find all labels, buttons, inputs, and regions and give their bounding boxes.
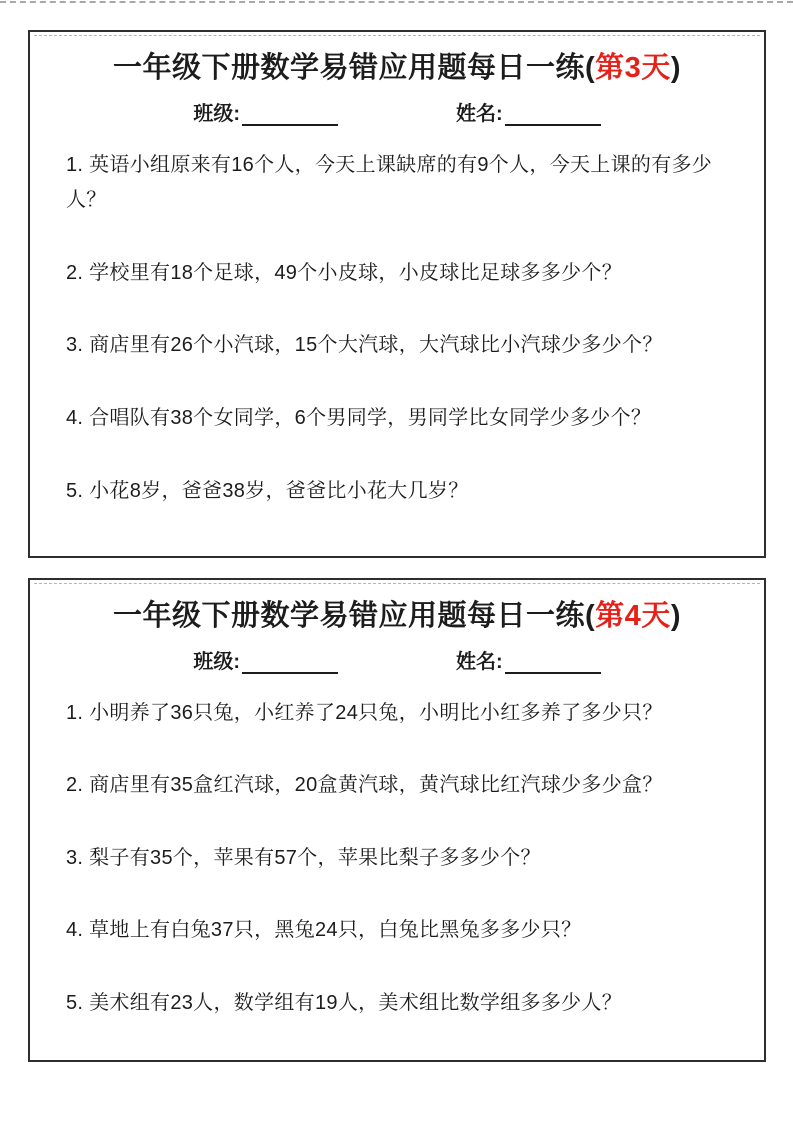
question-1: 1. 小明养了36只兔，小红养了24只兔，小明比小红多养了多少只？	[66, 701, 663, 724]
page-top-cut-line	[0, 1, 793, 3]
question-5: 5. 小花8岁，爸爸38岁，爸爸比小花大几岁？	[66, 479, 469, 502]
title-day-badge: 第3天	[595, 52, 671, 84]
name-blank-line	[505, 650, 601, 674]
question-list	[66, 696, 728, 1022]
question-2: 2. 商店里有35盒红汽球，20盒黄汽球，黄汽球比红汽球少多少盒？	[66, 774, 663, 797]
title-text: 一年级下册数学易错应用题每日一练(	[113, 52, 596, 84]
worksheet-title	[66, 50, 728, 88]
name-field	[456, 97, 601, 126]
fields-row	[66, 645, 728, 674]
question-1: 1. 英语小组原来有16个人，今天上课缺席的有9个人，今天上课的有多少人？	[66, 153, 713, 212]
dashed-cut-line	[34, 583, 760, 584]
name-blank-line	[505, 102, 601, 126]
class-blank-line	[242, 650, 338, 674]
title-day-badge: 第4天	[595, 600, 671, 632]
class-label: 班级:	[193, 650, 240, 673]
question-3: 3. 商店里有26个小汽球，15个大汽球，大汽球比小汽球少多少个？	[66, 334, 663, 357]
worksheet-day-4	[28, 578, 766, 1062]
question-3: 3. 梨子有35个，苹果有57个，苹果比梨子多多少个？	[66, 846, 541, 869]
question-4: 4. 合唱队有38个女同学，6个男同学，男同学比女同学少多少个？	[66, 407, 652, 430]
class-field	[193, 645, 338, 674]
question-list	[66, 148, 728, 510]
question-2: 2. 学校里有18个足球，49个小皮球，小皮球比足球多多少个？	[66, 261, 623, 284]
class-field	[193, 97, 338, 126]
title-close-paren: )	[670, 600, 681, 632]
name-label: 姓名:	[456, 102, 503, 125]
fields-row	[66, 97, 728, 126]
question-4: 4. 草地上有白兔37只，黑兔24只，白兔比黑兔多多少只？	[66, 919, 582, 942]
worksheet-title	[66, 598, 728, 636]
class-label: 班级:	[193, 102, 240, 125]
dashed-cut-line	[34, 35, 760, 36]
class-blank-line	[242, 102, 338, 126]
title-close-paren: )	[670, 52, 681, 84]
question-5: 5. 美术组有23人，数学组有19人，美术组比数学组多多少人？	[66, 992, 623, 1015]
name-field	[456, 645, 601, 674]
title-text: 一年级下册数学易错应用题每日一练(	[113, 600, 596, 632]
name-label: 姓名:	[456, 650, 503, 673]
worksheet-day-3	[28, 30, 766, 558]
